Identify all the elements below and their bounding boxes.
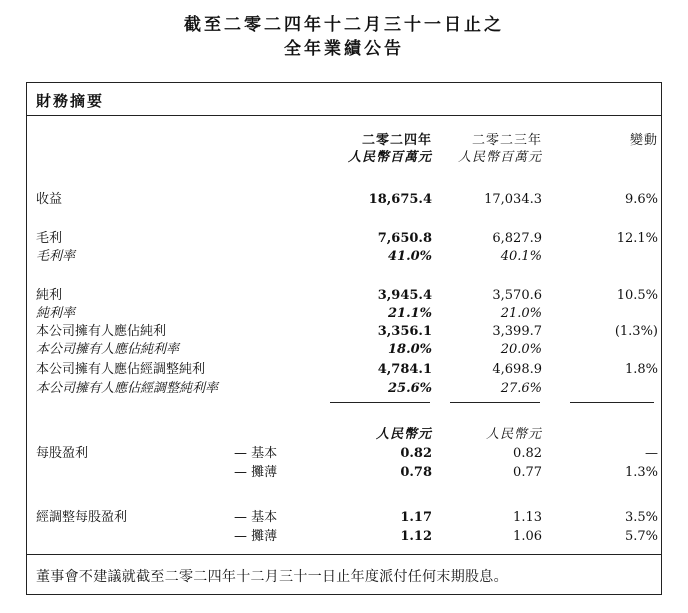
eps-basic-2024: 0.82 [400,446,432,461]
net-profit-2023: 3,570.6 [492,288,542,303]
adj-eps-label: 經調整每股盈利 [36,510,128,525]
col-2024-underline [330,402,430,403]
attr-adj-net-profit-label: 本公司擁有人應佔經調整純利 [36,362,206,377]
attr-net-margin-label: 本公司擁有人應佔純利率 [36,342,180,357]
col-change-label: 變動 [629,133,658,148]
eps-unit-2023 [486,426,542,443]
net-profit-label: 純利 [36,288,63,303]
revenue-2024: 18,675.4 [368,192,432,207]
col-2024-unit: 人民幣百萬元 [347,150,432,165]
attr-net-profit-label: 本公司擁有人應佔純利 [36,324,167,339]
gross-profit-2023: 6,827.9 [492,231,542,246]
col-2024-header [348,132,432,166]
eps-unit-2024 [376,426,432,443]
attr-net-profit-2024: 3,356.1 [377,324,432,339]
eps-diluted-label: — 攤薄 [234,465,278,480]
gross-profit-2024: 7,650.8 [377,231,432,246]
attr-net-margin-2023: 20.0% [500,342,542,357]
attr-adj-net-profit-change: 1.8% [624,362,658,377]
eps-unit-2023-label: 人民幣元 [485,427,542,442]
col-2024-year: 二零二四年 [361,133,432,148]
adj-eps-diluted-2024: 1.12 [400,529,432,544]
attr-net-profit-2023: 3,399.7 [492,324,542,339]
attr-net-profit-change: (1.3%) [614,324,658,339]
eps-unit-2024-label: 人民幣元 [375,427,432,442]
eps-basic-label: — 基本 [234,446,278,461]
eps-diluted-2023: 0.77 [513,465,542,480]
net-profit-change: 10.5% [616,288,658,303]
net-margin-label: 純利率 [36,306,76,321]
adj-eps-diluted-2023: 1.06 [513,529,542,544]
adj-eps-diluted-change: 5.7% [624,529,658,544]
col-2023-underline [450,402,540,403]
dividend-note: 董事會不建議就截至二零二四年十二月三十一日止年度派付任何末期股息。 [36,569,508,585]
announcement-title-line2: 全年業績公告 [284,39,404,59]
eps-diluted-2024: 0.78 [400,465,432,480]
revenue-label: 收益 [36,192,63,207]
eps-diluted-change: 1.3% [624,465,658,480]
eps-basic-2023: 0.82 [513,446,542,461]
attr-adj-net-margin-2024: 25.6% [387,381,432,396]
adj-eps-basic-2024: 1.17 [400,510,432,525]
gross-margin-2024: 41.0% [387,249,432,264]
attr-adj-net-margin-2023: 27.6% [500,381,542,396]
gross-profit-change: 12.1% [616,231,658,246]
revenue-change: 9.6% [624,192,658,207]
eps-basic-change: — [645,446,658,461]
gross-margin-2023: 40.1% [500,249,542,264]
col-change-underline [570,402,654,403]
revenue-2023: 17,034.3 [484,192,542,207]
section-divider [26,115,662,116]
attr-adj-net-profit-2024: 4,784.1 [377,362,432,377]
col-change-header [630,132,658,149]
section-title: 財務摘要 [36,92,105,110]
eps-label: 每股盈利 [36,446,89,461]
adj-eps-basic-change: 3.5% [624,510,658,525]
col-2023-year: 二零二三年 [471,133,542,148]
col-2023-unit: 人民幣百萬元 [457,150,542,165]
adj-eps-diluted-label: — 攤薄 [234,529,278,544]
net-margin-2023: 21.0% [500,306,542,321]
col-2023-header [458,132,542,166]
footer-divider [26,554,662,555]
net-profit-2024: 3,945.4 [377,288,432,303]
attr-adj-net-margin-label: 本公司擁有人應佔經調整純利率 [36,381,219,396]
attr-net-margin-2024: 18.0% [387,342,432,357]
adj-eps-basic-label: — 基本 [234,510,278,525]
attr-adj-net-profit-2023: 4,698.9 [492,362,542,377]
announcement-title-line1: 截至二零二四年十二月三十一日止之 [184,15,504,35]
net-margin-2024: 21.1% [387,306,432,321]
adj-eps-basic-2023: 1.13 [513,510,542,525]
gross-margin-label: 毛利率 [36,249,76,264]
gross-profit-label: 毛利 [36,231,63,246]
